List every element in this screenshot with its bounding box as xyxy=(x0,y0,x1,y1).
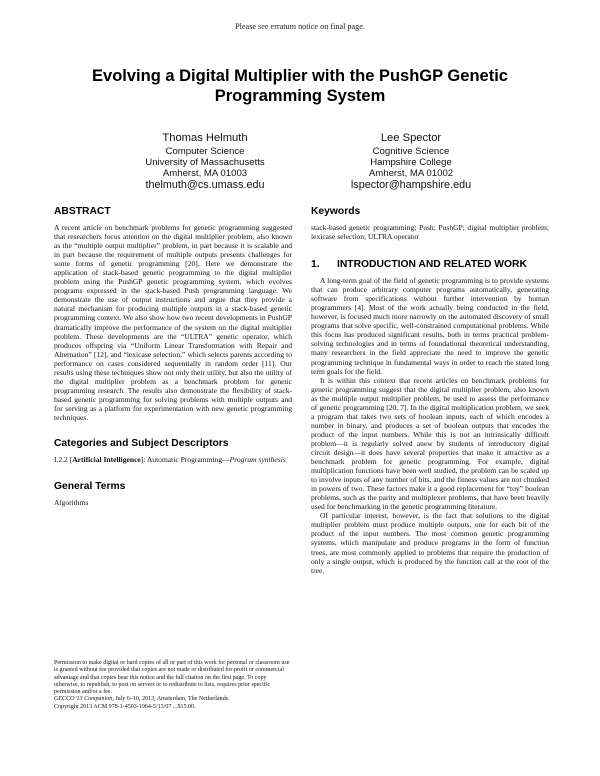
conference-name: GECCO’13 Companion, xyxy=(54,696,114,703)
categories-text xyxy=(54,455,292,464)
body-paragraph: Of particular interest, however, is the fact that solutions to the digital multiplier problem must produce multiple outputs, one for each bit of the product of the input numbers. The most common genetic programming systems, which manipulate and produce programs in the form of function trees, are most commonly applied to problems that require the production of only a single output, which is produced by the function call at the root of the tree. xyxy=(311,511,549,575)
permission-text: Permission to make digital or hard copies of all or part of this work for personal or classroom use is granted without fee provided that copies are not made or distributed for profit or commercial advantage and that copies bear this notice and the full citation on the first page. To copy otherwise, to republish, to post on servers or to redistribute to lists, requires prior specific permission and/or a fee. xyxy=(54,660,290,695)
conference-details: July 6–10, 2013, Amsterdam, The Netherlands. xyxy=(113,696,230,703)
author-institution: Hampshire College xyxy=(370,156,452,168)
left-column xyxy=(54,206,292,507)
author-block-1 xyxy=(90,132,320,191)
author-name: Lee Spector xyxy=(380,132,442,144)
copyright-line: Copyright 2013 ACM 978-1-4503-1964-5/13/07 ...$15.00. xyxy=(54,703,196,710)
abstract-heading: ABSTRACT xyxy=(54,206,111,217)
categories-heading: Categories and Subject Descriptors xyxy=(54,438,229,450)
author-name: Thomas Helmuth xyxy=(162,132,248,144)
section-number: 1. xyxy=(311,259,320,271)
keywords-heading: Keywords xyxy=(311,206,361,217)
paper-title: Evolving a Digital Multiplier with the PushGP Genetic Programming System xyxy=(92,67,508,105)
erratum-notice: Please see erratum notice on final page. xyxy=(235,22,365,31)
author-address: Amherst, MA 01003 xyxy=(162,167,248,179)
author-block-2 xyxy=(296,132,526,191)
author-address: Amherst, MA 01002 xyxy=(368,167,454,179)
body-paragraph: A long-term goal of the field of genetic programming is to provide systems that can produce arbitrary computer programs automatically, generating software from specifications without further intervention by human programmers [4]. Most of the work actually being conducted in the field, however, is focused much more narrowly on the automated discovery of small programs that solve specific, well-constrained computational problems. While this focus has produced significant results, both in terms practical problem-solving technologies and in terms of foundational theoretical understanding, many researchers in the field appreciate the need to improve the genetic programming technique in fundamental ways in order to reach the stated long term goals for the field. xyxy=(311,276,549,376)
keywords-text: stack-based genetic programming; Push; PushGP; digital multiplier problem; lexicase selection; ULTRA operator xyxy=(311,223,549,242)
author-dept: Computer Science xyxy=(165,145,245,157)
category-code: I.2.2 [ xyxy=(54,455,73,465)
general-terms-heading: General Terms xyxy=(54,481,126,493)
category-rest: ]: Automatic Programming— xyxy=(140,455,230,465)
author-email[interactable]: thelmuth@cs.umass.edu xyxy=(145,179,265,192)
author-email[interactable]: lspector@hampshire.edu xyxy=(350,179,472,192)
body-paragraph: It is within this context that recent articles on benchmark problems for genetic programming suggest that the digital multiplier problem, also known as the multiple output multiplier problem, be used to assess the performance of genetic programming [20, 7]. In the digital multiplication problem, we seek a program that takes two sets of boolean inputs, each of which encodes a number in binary, and produces a set of boolean outputs that encodes the product of the input numbers. While this is not an intrinsically difficult problem—it is regularly solved anew by students of introductory digital circuit design—it does have several properties that make it attractive as a benchmark problem for genetic programming. For example, digital multiplication functions have been well studied, the problem can be scaled up to involve inputs of any number of bits, and the fitness values are not chunked in powers of two. These factors make it a good replacement for “toy” boolean problems, such as the parity and multiplexer problems, that have been heavily used for benchmarking in the genetic programming literature. xyxy=(311,375,549,512)
section-heading xyxy=(311,259,549,271)
permission-notice xyxy=(54,660,292,711)
right-column xyxy=(311,206,549,575)
section-title: INTRODUCTION AND RELATED WORK xyxy=(337,259,527,271)
author-institution: University of Massachusetts xyxy=(145,156,265,168)
category-italic: Program synthesis xyxy=(229,455,286,465)
author-dept: Cognitive Science xyxy=(372,145,450,157)
abstract-text: A recent article on benchmark problems for genetic programming suggested that researchers focus attention on the digital multiplier problem, also known as the “multiple output multiplier” problem, in part because it is scalable and in part because the requirement of multiple outputs presents challenges for some forms of genetic programming [20]. Here we demonstrate the application of stack-based genetic programming to the digital multiplier problem using the PushGP genetic programming system, which evolves programs expressed in the stack-based Push programming language. We demonstrate the use of output instructions and argue that they provide a natural mechanism for producing multiple outputs in a stack-based genetic programming context. We also show how two recent developments in PushGP dramatically improve the performance of the system on the digital multiplier problem. These developments are the “ULTRA” genetic operator, which produces offspring via “Uniform Linear Transformation with Repair and Alternation” [12], and “lexicase selection,” which selects parents according to performance on cases considered sequentially in random order [11]. Our results using these techniques show not only their utility, but also the utility of the digital multiplier problem as a benchmark problem for genetic programming research. The results also demonstrate the flexibility of stack-based genetic programming for solving problems with multiple outputs and for serving as a platform for experimentation with new genetic programming techniques. xyxy=(54,223,292,422)
category-bold: Artificial Intelligence xyxy=(72,455,141,465)
general-terms-text: Algorithms xyxy=(54,498,89,508)
